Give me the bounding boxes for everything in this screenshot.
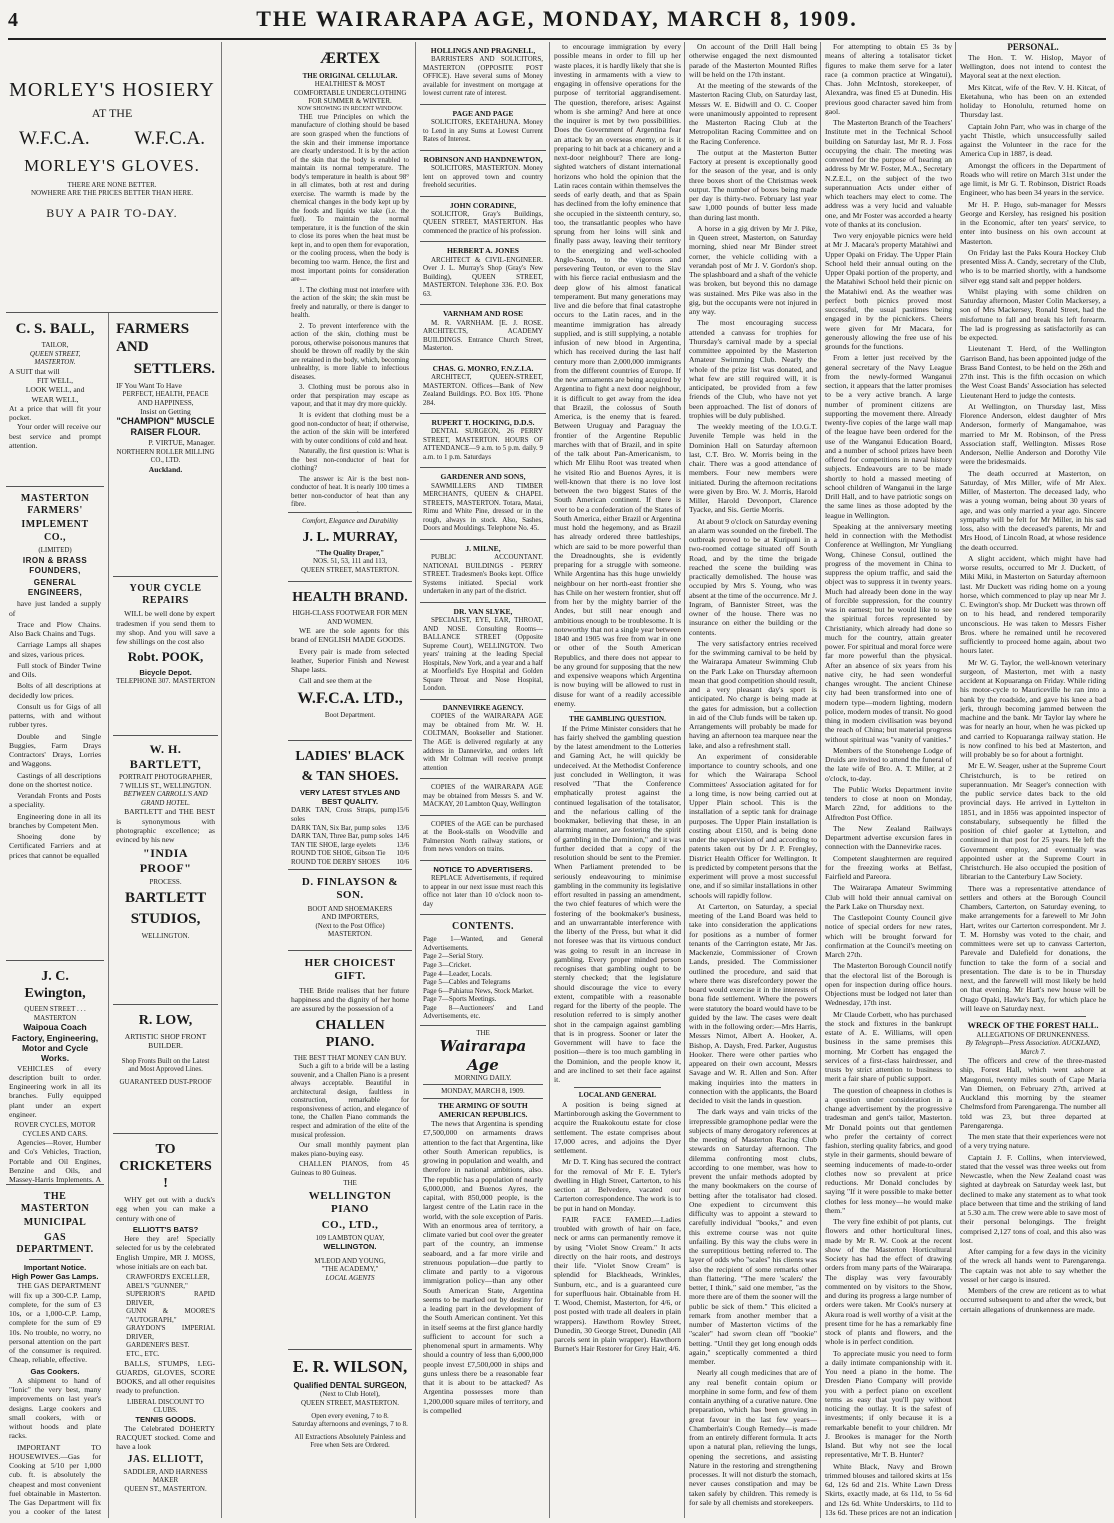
card-milne: J. MILNE, PUBLIC ACCOUNTANT. NATIONAL BUILDINGS - PERRY STREET. Tradesmen's Books kept. Office Systems initiated. Special work undertaken in any part of the district. — [420, 540, 546, 603]
column-5: to encourage immigration by every possible means in order to fill up her waste places, it is hardly likely that she is investing in armaments with a view to engaging in offensive operations for the purpose of territorial aggrandisement. The question, therefore, arises: Against whom is she arming? And here at once the inquirer is met by two possibilities. Does the Government of Argentina fear an attack by an overseas enemy, or is it preparing to hit back at a chicanery and a next-door neighbour? There are long-sighted watchers of distant international horizons who hold the opinion that the Latin races contain within themselves the seeds of early death, and that as Spain has declined from the lofty eminence that she occupied in the sixteenth century, so, too, the transatlantic peoples who have sprung from her loins will sink and finally pass away, leaving their territory to the energizing and well-schooled Anglo-Saxon, to the vigorous and persevering Teuton, or even to the Slav with his fierce racial enthusiasm and the deep glow of his almost fanatical temperament. But many generations may live and die before that final catastrophe occurs to the Latin races, and in the meantime immigration has already supplied, and is still supplying, a notable infusion of new blood in Argentina, which has received during the last half century more than 2,000,000 immigrants from the different countries of Europe. If the new armaments are being acquired by Argentina to fight a next door neighbour, it is difficult to get away from the idea that Brazil, the colossus of South America, is the enemy that is feared. Between Uruguay and Paraguay the frontier of the Argentine Republic marches with that of Brazil, and in spite of the talk about Pan-Americanism, to which Mr Elihu Root was treated when he visited Rio and Buenos Ayres, it is well-known that there is no love lost between the two biggest States of the South American continent. If there is ever to be a confederation of the States of South America, either Brazil or Argentina must hold the hegemony, and as Brazil has already ordered three battleships, which are said to be more powerful than the Dreadnoughts, she is evidently preparing for a struggle with someone. While Argentina has this huge unwieldy neighbour on her north-east frontier she has Chile on her western frontier, shut off from her by the mighty barrier of the Andes, but still near enough and ambitious enough to be troublesome. It is noteworthy that not a single year between 1840 and 1905 was free from war in one or other of the South American Republics, and there does not appear to be any ground for supposing that the new and expensive weapons which Argentina is now buying will be allowed to rust in disuse for want of a readily accessible enemy. THE GAMBLING QUESTION. If the Prime Minister considers that he has fairly shelved the gambling question by the latest amendment to the Lotteries and Gaming Act, he will quickly be undeceived. At the Methodist Conference just concluded in Wellington, it was resolved "That the Conference emphatically protest against the continued legalisation of the totalisator, and the nefarious calling of the bookmaker, believing that these, in an alarming manner, are fostering the spirit of gambling in the Dominion," and it was further decided that a copy of the resolution should be sent to the Premier. When Parliament pretended to be seriously endeavouring to minimise gambling in the community its legislative effort resulted in passing an amendment, the two chief features of which were the fostering of the bookmaker's business, and an unwarrantable interference with the liberty of the Press, but what it did not foresee was that its virtuous conduct was going to result in an increase in gambling. Every proper minded person recognises that gambling ought to be sternly checked; that the legislature should discourage the vice to every extent, compatible with a reasonable regard for the liberty of the people. The resolution referred to is simply another shot in the campaign against gambling that is in progress. Sooner or later the Government will have to face the position—there is too much gambling in the Dominion, and the people know it, and are inclined to set their face against it. LOCAL AND GENERAL A position is being signed at Martinborough asking the Government to acquire the Ruakokoutu estate for close settlement. The estate comprises about 17,000 acres, and adjoins the Dyer settlement. Mr D. T. King has secured the contract for the removal of Mr F. E. Tyler's dwelling in High Street, Carterton, to his section at Belvedere, vacated our Carterton correspondence. The work is to be put in hand on Monday. FAIR FACE FAMED.—Ladies troubled with growth of hair on face, neck or arms can permanently remove it by using "Violet Snow Cream." It acts directly on the hair roots, and destroys their life. "Violet Snow Cream" is splendid for Blackheads, Wrinkles, Sunburn, etc., and is a guaranteed cure for superfluous hair. Obtainable from H. T. Wood, Chemist, Masterton, for 4/6, or post posted with trade all dealers in plain wrappers). Hawthorn Rowley Street, Dunedin, 30 George Street, Dunedin (All parcels sent in plain wrapper). Hawthorn Burnet's Hair Restorer for Grey Hair, 4/6. — [554, 42, 681, 1354]
card-van-slyke: DR. VAN SLYKE, SPECIALIST, EYE, EAR, THROAT, AND NOSE. Consulting Rooms—BALLANCE STREET (Opposite Supreme Court), WELLINGTON. Two years' training at the leading Special Hospitals, New York, and a year and a half at Moorfield's Eye Hospital and Golden Square Throat and Nose Hospital, London. — [420, 603, 546, 700]
notice-copies-wellington: COPIES of the WAIRARAPA AGE may be obtained from Messrs S. and W. MACKAY, 20 Lambton Quay, Wellington — [420, 779, 546, 816]
ad-health-brand: HEALTH BRAND. HIGH-CLASS FOOTWEAR FOR MEN AND WOMEN. WE are the sole agents for this brand of ENGLISH MADE GOODS. Every pair is made from selected leather, Superior Finish and Newest Shape lasts. Call and see them at the W.F.C.A. LTD., Boot Department. — [288, 582, 412, 741]
masthead-title: THE WAIRARAPA AGE, MONDAY, MARCH 8, 1909. — [256, 6, 858, 31]
ad-aertex: ÆRTEX THE ORIGINAL CELLULAR. HEALTHIEST & MOST COMFORTABLE UNDERCLOTHING FOR SUMMER & WINTER. NOW SHOWING IN RECENT WINDOW. THE true Principles on which the manufacture of clothing should be based are soon grasped when the functions of the skin and their immense importance are clearly understood. It is by the action of the skin that the body is enabled to maintain its normal temperature. The body's temperature in health is about 98° in all climates, both at rest and during exercise. The warmth is made by the chemical changes in the body kept up by the foods and liquids we take (i.e. the fuel). To maintain the normal temperature, it is the function of the skin to close its pores when the heat must be kept in, and to open them for evaporation, or the cooling process, when the body is becoming too warm. Hence, the first and most important points for consideration are— 1. The clothing must not interfere with the action of the skin; the skin must be freely and naturally, or there is danger to health. 2. To prevent interference with the action of the skin, clothing must be porous, otherwise poisonous manures that should be thrown off readily by the skin are retained in the body, which, becoming unhealthy, is more liable to infectious diseases. 3. Clothing must be porous also in order that perspiration may escape as vapour, and that it may dry more quickly. It is evident that clothing must be a good non-conductor of heat; if otherwise, the action of the skin will be interfered with by outer conditions of cold and heat. Naturally, the first question is: What is the best non-conductor of heat for clothing? The answer is: Air is the best non-conductor of heat. It is nearly 100 times a better non-conductor of heat than any fibre. — [288, 42, 412, 513]
column-7: For attempting to obtain £5 3s by means of altering a totalisator ticket figures to make them serve for a later race (a common practice at Wingatui), Chas. John McIntosh, storekeeper, of Alexandra, was fined £5 at Dunedin. His previous good character saved him from gaol. The Masterton Branch of the Teachers' Institute met in the Technical School building on Saturday last, Mr R. J. Foss occupying the chair. The meeting was convened for the purpose of hearing an address by Mr W. Foster, M.A., Secretary N.Z.E.I., on the subject of the two superannuation Acts under either of which teachers may elect to come. The address was a very lucid and valuable one, and Mr Foster was accorded a hearty vote of thanks at its conclusion. Two very enjoyable picnics were held at Mr J. Macara's property Matahiwi and Upper Opaki on Friday. The Upper Plain School held their annual outing on the Upper Opaki portion of the property, and the Matahiwi School held their picnic on the Matahiwi end. As the weather was perfect both picnics proved most successful, the usual pastimes being engaged in by the picnickers. Cheers were given for Mr Macara, for generously allowing the free use of his grounds for the functions. From a letter just received by the general secretary of the Navy League from the newly-formed Wanganui section, it appears that the latter promises to be a very active branch. A large number of prominent citizens are supporting the movement there. Already twenty-five copies of the large wall map of the league have been ordered for the use of the Wanganui Education Board, and a number of school prizes have been offered for competitions in naval history subjects. Endeavours are to be made shortly to hold a massed meeting of school children of Wanganui in the large Drill Hall, and to have patriotic songs on the same lines as those adopted by the league in Wellington. Speaking at the anniversary meeting held in connection with the Methodist Conference at Wellington, Mr Yungliang Wong, Chinese Consul, outlined the progress of the movement in China to suppress the opium traffic, and said the object was to suppress it in twenty years. Much had already been done in the way of forcible suppression, for the country was in earnest; but he would like to see the spiritual forces represented by Christianity, which already had done so much for the country, attain greater power. For spiritual and moral force were far more powerful than the physical. After an absence of six years from his native city, he had seen wonderful changes wrought. The ancient Chinese city had been transformed into one of modern type—modern lighting, modern police, modern modes of transit. No good thing in modern civilisation was beyond the reach of China; but material progress without spiritual was "vanity of vanities." Members of the Stonehenge Lodge of Druids are invited to attend the funeral of the late wife of Bro. A. T. Miller, at 2 o'clock, to-day. The Public Works Department invite tenders to close at noon on Monday, March 22nd, for additions to the Alfredton Post Office. The New Zealand Railways Department advertise excursion fares in connection with the Dannevirke races. Competent slaughtermen are required for the freezing works at Belfast, Fairfield and Pareora. The Wairarapa Amateur Swimming Club will hold their annual carnival on the Park Lake on Thursday next. The Castlepoint County Council give notice of special orders for new rates, which will be brought forward for confirmation at the Council's meeting on March 27th. The Masterton Borough Council notify that the electoral list of the Borough is open for inspection during office hours. Objections must be lodged not later than Wednesday, 17th inst. Mr Claude Corbett, who has purchased the stock and fixtures in the bankrupt estate of A. E. Williams, will open business in the same premises this morning. Mr Corbett has engaged the services of a first-class hairdresser, and trusts by strict attention to business to merit a fair share of public support. The question of cheapness in clothes is a question under consideration in a change advertisement by the progressive tradesman and gent's tailor, Masterton. Mr Donald points out that gentlemen who prefer the certainty of correct fashion, sterling quality fabrics, and good style in their garments, should beware of seeming inducements of made-to-order clothes now so prevalent at price reductions. Mr Donald concludes by saying "If it were possible to make better clothes for less money—he would make them." The very fine exhibit of pot plants, cut flowers and other horticultural lines, made by Mr R. W. Cook at the recent show of the Masterton Horticultural Society has had the effect of drawing orders from many parts of the Wairarapa. The display was very favourably commented on by visitors to the Show, and during its progress a large number of orders were taken. Mr Cook's nursery at Akura road is well worthy of a visit at the present time for he has a remarkably fine stock of plants and flowers, and the whole is in perfect condition. To appreciate music you need to form a daily intimate companionship with it. You need a piano in the home. The Dresden Piano Company will provide you with a perfect piano on excellent terms as easy that you'll pay without noticing the outlay. It is the safest of investments; if only because it is a remarkable benefit to your children. Mr J. Brookes is manager for the North Island. But why not see the local representative, Mr T. B. Hunter? White Black, Navy and Brown trimmed blouses and tailored skirts at 15s 6d, 12s 6d and 21s. White Lawn Dress Skirts, exactly made, at 6s 11d, to 5s 6d and 12s 6d. White Underskirts, to 11d to 13s 6d. These prices are not an indication — [825, 42, 952, 1517]
notice-advertisers: NOTICE TO ADVERTISERS. REPLACE Advertisements, if required to appear in our next issue must reach this office not later than 10 o'clock noon to-day — [420, 861, 546, 915]
leader-article: THE Wairarapa Age MORNING DAILY. MONDAY, MARCH 8, 1909. THE ARMING OF SOUTH AMERICAN REPUBLICS. The news that Argentina is spending £7,500,000 on armaments draws attention to the fact that Argentina, like other South American republics, is growing in population and wealth, and therefore in national ambitions, also. The republic has a population of nearly 6,000,000, and Buenos Ayres, the capital, with 850,000 people, is the largest centre of the Latin race in the world, with the sole exception of Paris. With an enormous area of territory, a climate varied but cool over the greater part of the country, an immense seaboard, and a far more virile and strenuous population—due partly to climate and partly to a vigorous immigration policy—than any other South American State, Argentina seems to be marked out by destiny for a leading part in the development of the South American continent. Yet this in itself seems at the first glance hardly sufficient to account for such a phenomenal spurt in armaments. Why should a country of less than 6,000,000 people invest £7,500,000 in ships and guns unless there be a reasonable fear that it is about to be attacked? As Argentina possesses more than 1,200,000 square miles of territory, and is compelled — [423, 1028, 543, 1415]
card-hollings: HOLLINGS AND PRAGNELL, BARRISTERS AND SOLICITORS, MASTERTON (OPPOSITE POST OFFICE). Have several sums of Money available for investment on mortgage at lowest current rate of interest. — [420, 42, 546, 105]
ad-cycle-repairs: YOUR CYCLE REPAIRS WILL be well done by expert tradesmen if you send them to my shop. And you will save a few shillings on the cost also Robt. POOK, Bicycle Depot. TELEPHONE 307. MASTERTON — [113, 577, 218, 736]
ad-finlayson: D. FINLAYSON & SON. BOOT AND SHOEMAKERS AND IMPORTERS, (Next to the Post Office) MASTERTON. — [288, 870, 412, 951]
column-4 — [420, 42, 546, 1518]
card-gardener: GARDENER AND SONS, SAWMILLERS AND TIMBER MERCHANTS, QUEEN & CHAPEL STREETS, MASTERTON. Totara, Matai, Rimu and White Pine, dressed or in the rough, always in stock. Also, Sashes, Doors and Mouldings. Telephone No. 45. — [420, 468, 546, 539]
heading-wreck: WRECK OF THE FOREST HALL. — [967, 1020, 1099, 1031]
ad-c-s-ball: C. S. BALL, TAILOR, QUEEN STREET, MASTERTON. A SUIT that will FIT WELL, LOOK WELL, and WEAR WELL, At a price that will fit your pocket. Your order will receive our best service and prompt attention. — [6, 313, 104, 487]
column-6: On account of the Drill Hall being otherwise engaged the next dismounted parade of the Masterton Mounted Rifles will be held on the 17th instant. At the meeting of the stewards of the Masterton Racing Club, on Saturday last, Messrs W. E. Bidwill and O. C. Cooper were unanimously appointed to represent the Masterton Racing Club at the Metropolitan Racing Committee and on the Racing Conference. The output at the Masterton Butter Factory at present is exceptionally good for the season of the year, and is only three boxes short of the Christmas week output. The number of boxes being made per day is thirty-two. February last year saw 1,000 pounds of butter less made than during last month. A horse in a gig driven by Mr J. Pike, in Queen street, Masterton, on Saturday morning, shied near Mr Binder street corner, the vehicle colliding with a verandah post of Mr J. V. Gordon's shop. The splashboard and a shaft of the vehicle was broken, but beyond this no damage was sustained. Mrs Pike was also in the gig, but the occupants were not injured in any way. The most encouraging success attended a canvass for trophies for Thursday's carnival made by a special committee appointed by the Masterton Amateur Swimming Club. Nearly the whole of the prize list was donated, and what few are still required will, it is anticipated, be provided from a few friends of the Club, who have not yet been approached. The list of donors of trophies will be duly published. The weekly meeting of the I.O.G.T. Juvenile Temple was held in the Dominion Hall on Saturday afternoon last, C.T. Bro. W. Morris being in the chair. There was a good attendance of members. Four new members were initiated. During the afternoon recitations were given by Bro. W. J. Morris, Harold Miller, Harold Devonport, Clarence Tyacke, and Sis. Gertie Morris. At about 9 o'clock on Saturday evening an alarm was sounded on the firebell. The outbreak proved to be at Kuripuni in a two-roomed cottage situated off South Road, and by the time the brigade reached the scene the building was practically demolished. The house was occupied by Mrs S. Young, who was absent at the time of the occurrence. Mr J. Ingram, of Bannister Street, was the owner of the house. There was no insurance on either the building or the contents. The very satisfactory entries received for the swimming carnival to be held by the Wairarapa Amateur Swimming Club on the Park Lake on Thursday afternoon mean that good competition should result, and a very pleasant day's sport is anticipated. No charge is being made at the gates for admission, but a collection in aid of the Club funds will be taken up. Arrangements will probably be made for having an afternoon tea marquee near the lake, and also a refreshment stall. An experiment of considerable importance to country schools, and one for which the Wairarapa School Committees' Association agitated for for a long time, is now being carried out at Upper Plain school. This is the installation of a septic tank for drainage purposes. The Upper Plain installation is costing about £150, and is being done under the supervision of and according to patents taken out by Dr J. P. Frengley, District Health Officer for Wellington. It is predicted by competent persons that the experiment will prove a most successful one, and if so similar installations in other schools will rapidly follow. At Carterton, on Saturday, a special meeting of the Land Board was held to take into consideration the applications for positions as a number of former tenants of the Carrington estate, Mr Jas. Mackenzie, Commissioner of Crown Lands, presided. The Commissioner outlined the procedure, and said that where there was disrefcordery power the board would exercise it in the interests of bona fide settlement. Where the powers were statutory the board would have to be guided by the law. The cases were dealt with in the following order:—Mrs Harris, Messrs Nimot, Albert A. Hooker, A. Bishop, A. Daysh, Fred. Parker, Augustus Hooker. There were other parties who appeared on their own account, Messrs Savage and W. R. Allen and Son. After making inquiries into the matters in connection with the applicants, the Board decided to visit the lands in question. The dark ways and vain tricks of the irrepressible gramophone pedlar were the subjects of many derogatory references at the meeting of Masterton Racing Club stewards on Saturday afternoon. The dilemma confronting most clubs, according to one member, was how to prevent the unfair methods adopted by the many bookmakers on the course of betting after the totalisator had closed. One expedient to circumvent this difficulty was to appoint a steward to carefully individual "books," and even this extreme course was not quite unfailing. By this way the clubs were in the surreptitious betting referred to. The layer of odds who "scales" his clients was also the recipient of some remarks other than flattering. "The mere 'scalers' the better, I think," said one member, "as the more there are of them the sooner will the public be sick of them." This elicited a remark from another member that a number of Masterton victims of the "scaler" had sworn clean off "bookie" betting. "Until they get long enough odds again," sceptically commented a third member. Nearly all cough medicines that are of any real benefit contain opium or morphine in some form, and few of them contain anything of a curative nature. One preparation, which has been growing in great favour in the last few years—Chamberlain's Cough Remedy—is made from an entirely different formula. It acts upon a natural plan, relieving the lungs, opening the secretions, and assisting Nature in the restoring and strengthening processes. It will not disturb the stomach, never causes constipation and may be taken safely by children. This remedy is for sale by all chemists and storekeepers. — [689, 42, 817, 1507]
newspaper-nameplate: Wairarapa Age — [439, 1037, 527, 1074]
column-8: PERSONAL. The Hon. T. W. Hislop, Mayor of Wellington, does not intend to contest the Mayoral seat at the next election. Mrs Kitcat, wife of the Rev. V. H. Kitcat, of Eketahuna, who has been on an extended holiday to Honolulu, returned home on Thursday last. Captain John Parr, who was in charge of the yacht Thistle, which unsuccessfully sailed against the Volunteer in the race for the America Cup in 1887, is dead. Amongst the officers in the Department of Roads who will retire on March 31st under the age limit, is Mr G. T. Robinson, District Roads Engineer, who has been 34 years in the service. Mr H. P. Hugo, sub-manager for Messrs George and Kersley, has resigned his position in the Economic, after ten years' service, to enter into business on his own account at Masterton. On Friday last the Paks Koura Hockey Club presented Miss A. Candy, secretary of the Club, who is to be married shortly, with a handsome silver egg stand salt and pepper holders. Whilst playing with some children on Saturday afternoon, Master Colin Mackersey, a son of Mrs Mackersey, Ronald Street, had the misfortune to fall and break his left forearm. The lad is progressing as satisfactorily as can be expected. Lieutenant T. Herd, of the Wellington Garrison Band, has been appointed judge of the Brass Band Contest, to be held on the 26th and 27th inst. This is the fifth occasion on which the West Coast Bands' Association has selected Lieutenant Herd to judge the contests. At Wellington, on Thursday last, Miss Florence Anderson, eldest daughter of Mrs Anderson, formerly of Mangamahoe, was married to Mr M. Robinson, of the Press Association staff, Wellington. Misses Rose Anderson, Nellie Anderson and Dorothy Vile were the bridesmaids. The death occurred at Masterton, on Saturday, of Mrs Miller, wife of Mr Alex. Miller, of Masterton. The deceased lady, who was a young woman, being about 30 years of age, and was only married a year ago. Sincere sympathy will be felt for Mr Miller, in his sad loss, also with the deceased's parents, Mr and Mrs Hood, of Lincoln Road, at whose residence the death occurred. A slight accident, which might have had worse results, occurred to Mr J. Duckett, of Miki Miki, in Masterton on Saturday afternoon last. Mr Duckett was riding home on a young horse, which commenced to play up near Mr J. C. Ewington's shop. Mr Duckett was thrown off on to his head, and rendered temporarily unconscious. He was taken to Messrs Fisher Bros. where he remained until he recovered sufficiently to proceed home again, about two hours later. Mr W. G. Taylor, the well-known veterinary surgeon, of Masterton, met with a nasty accident at Kopuaranga on Friday. While riding his motor-cycle to Mauriceville he ran into a bank by the roadside, and gave his knee a bad jerk, through becoming jammed between the machine and the bank. Mr Taylor lay where he was for nearly an hour, when he was picked up and carried to Kopuaranga railway station. He is now confined to his bed at Masterton, and will probably be so for about a fortnight. Mr E. W. Seager, usher at the Supreme Court Christchurch, is to be retired on superannuation. Mr Seager's connection with the public service dates back to the old provincial days. He arrived in Lyttelton in 1851, and in 1856 was appointed inspector of constabulary, subsequently he filled the position of chief gaoler at Lyttelton, and continued in that post for 25 years. He left the Government employ, and eventually was appointed usher at the Supreme Court in Christchurch. He also occupied the position of librarian to the Canterbury Law Society. There was a representative attendance of settlers and others at the Borough Council Chambers, Carterton, on Saturday evening, to make arrangements for a farewell to Mr John Hart, writes our Carterton correspondent. Mr J. T. M. Hornsby was voted to the chair, and committees were set up to canvass Carterton, Parevale and Dalefield for donations, the function to take the form of a social and presentation. The date is to be in Thursday next, and the farewell will most likely be held on that evening. Mr Hart's new house will be Otago Opaki, Hawke's Bay, for which place he will leave on Saturday next. WRECK OF THE FOREST HALL. ALLEGATIONS OF DRUNKENNESS. By Telegraph—Press Association. AUCKLAND, March 7. The officers and crew of the three-masted ship, Forest Hall, which went ashore at Maugonui, twenty miles south of Cape Maria Van Diemen, on February 27th, arrived at Auckland this morning by the steamer Chelmsford from Parengarenga. The number all told was 23, but three departed at Parengarenga. The men state that their experiences were not of a very trying nature. Captain J. F. Collins, when interviewed, stated that the vessel was three weeks out from Newcastle, when the New Zealand coast was sighted at daybreak on Saturday week last, but declined to make any statement as to what took place between that time and the striking of land at 5.30 a.m. The crew were able to save most of their personal belongings. The freight comprised 2,127 tons of coal, and this also was lost. After camping for a few days in the vicinity of the wreck all hands went to Parengarenga. The captain was not able to say whether the vessel or her cargo is insured. Members of the crew are reticent as to what occurred subsequent to and after the wreck, but certain allegations of drunkenness are made. — [960, 42, 1106, 1314]
ad-wilson-dentist: E. R. WILSON, Qualified DENTAL SURGEON, (Next to Club Hotel), QUEEN STREET, MASTERTON. Open every evening, 7 to 8. Saturday afternoons and evenings, 7 to 8. All Extractions Absolutely Painless and Free when Sets are Ordered. — [292, 1357, 408, 1450]
ad-farmers-settlers: FARMERS AND SETTLERS. IF You Want To Have PERFECT, HEALTH, PEACE AND HAPPINESS, Insist on Getting "CHAMPION" MUSCLE RAISER FLOUR. P. VIRTUE, Manager. NORTHERN ROLLER MILLING CO., LTD. Auckland. — [113, 313, 218, 577]
card-jones: HERBERT A. JONES ARCHITECT & CIVIL-ENGINEER. Over J. L. Murray's Shop (Gray's New Building), QUEEN STREET, MASTERTON. Telephone 336. P.O. Box 63. — [420, 242, 546, 305]
leader-continued: to encourage immigration by every possible means in order to fill up her waste places, it is hardly likely that she is investing in armaments with a view to engaging in offensive operations for the purpose of territorial aggrandisement. The question, therefore, arises: Against whom is she arming? And here at once the inquirer is met by two possibilities. Does the Government of Argentina fear an attack by an overseas enemy, or is it preparing to hit back at a chicanery and a next-door neighbour? There are long-sighted watchers of distant international horizons who hold the opinion that the Latin races contain within themselves the seeds of early death, and that as Spain has declined from the lofty eminence that she occupied in the sixteenth century, so, too, the transatlantic peoples who have sprung from her loins will sink and finally pass away, leaving their territory to the energizing and well-schooled Anglo-Saxon, to the vigorous and persevering Teuton, or even to the Slav with his fierce racial enthusiasm and the deep glow of his almost fanatical temperament. But many generations may live and die before that final catastrophe occurs to the Latin races, and in the meantime immigration has already supplied, and is still supplying, a notable infusion of new blood in Argentina, which has received during the last half century more than 2,000,000 immigrants from the different countries of Europe. If the new armaments are being acquired by Argentina to fight a next door neighbour, it is difficult to get away from the idea that Brazil, the colossus of South America, is the enemy that is feared. Between Uruguay and Paraguay the frontier of the Argentine Republic marches with that of Brazil, and in spite of the talk about Pan-Americanism, to which Mr Elihu Root was treated when he visited Rio and Buenos Ayres, it is well-known that there is no love lost between the two biggest States of the South American continent. If there is ever to be a confederation of the States of South America, either Brazil or Argentina must hold the hegemony, and as Brazil has already ordered three battleships, which are said to be more powerful than the Dreadnoughts, she is evidently preparing for a struggle with someone. While Argentina has this huge unwieldy neighbour on her north-east frontier she has Chile on her western frontier, shut off from her by the mighty barrier of the Andes, but still near enough and ambitious enough to be troublesome. It is noteworthy that not a single year between 1840 and 1905 was free from war in one or other of the South American Republics, and there does not appear to be any ground for supposing that the new and expensive weapons which Argentina is now buying will be allowed to rust in disuse for want of a readily accessible enemy. — [554, 42, 681, 708]
ad-heading: MORLEY'S HOSIERY — [9, 79, 215, 101]
card-varnham: VARNHAM AND ROSE M. R. VARNHAM. [E. J. ROSE. ARCHITECTS, ACADEMY BUILDINGS. Entrance Church Street, Masterton. — [420, 305, 546, 359]
column-rule — [415, 42, 416, 1518]
card-page: PAGE AND PAGE SOLICITORS, EKETAHUNA. Money to Lend in any Sums at Lowest Current Rates of Interest. — [420, 105, 546, 151]
ad-gas-department: THE MASTERTON MUNICIPAL GAS DEPARTMENT. Important Notice. High Power Gas Lamps. THE GAS DEPARTMENT will fix up a 300-C.P. Lamp, complete, for the sum of £3 10s, or a 1,000-C.P. Lamp, complete for the sum of £9 10s. No trouble, no worry, no personal attention on the part of the consumer is required. Cheap, reliable, effective. Gas Cookers. A shipment to hand of "Ionic" the very best, many improvements on last year's designs. Large cookers and small cookers, with or without hoods and plate racks. IMPORTANT TO HOUSEWIVES.—Gas for Cooking at 5/10 per 1,000 cub. ft. is absolutely the cheapest and most convenient fuel obtainable in Masterton. The Gas Department will fix you a cooker of the latest — [9, 1191, 102, 1517]
heading-local-general: LOCAL AND GENERAL — [578, 1091, 657, 1100]
page-number: 4 — [8, 9, 18, 31]
ad-ladies-shoes: LADIES' BLACK & TAN SHOES. VERY LATEST STYLES AND BEST QUALITY. DARK TAN, Cross Straps, pump soles 15/6 DARK TAN, Six Bar, pump soles 13/6 DARK TAN, Three Bar, pump soles 14/6 TAN TIE SHOE, large eyelets 13/6 ROUND TOE SHOE, Gibson Tie 10/6 ROUND TOE DERBY SHOES 10/6 — [288, 741, 412, 870]
contents: CONTENTS. Page 1—Wanted, and General Advertisements. Page 2—Serial Story. Page 3—Cricket. Page 4—Leader, Locals. Page 5—Cables and Telegrams Page 6—Pahiatua News, Stock Market. Page 7—Sports Meetings. Page 8—Auctioneers' and Land Advertisements, etc. — [420, 915, 546, 1026]
column-1 — [6, 42, 218, 1518]
ad-murray: Comfort, Elegance and Durability J. L. MURRAY, "The Quality Draper," NOS. 51, 53, 111 and 113, QUEEN STREET, MASTERTON. — [288, 513, 412, 582]
ad-choicest-gift: HER CHOICEST GIFT. THE Bride realises that her future happiness and the dignity of her home are assured by the possession of a CHALLEN PIANO. THE BEST THAT MONEY CAN BUY. Such a gift to a bride will be a lasting souvenir, and a Challen Piano is a present always acceptable. Beautiful in architectural design, faultless in construction, remarkable for responsiveness of action, and elegance of tone, the Challen Piano commands the respect and admiration of the elite of the musical profession. Our small monthly payment plan makes piano-buying easy. CHALLEN PIANOS, from 45 Guineas to 80 Guineas. THE WELLINGTON PIANO CO., LTD., 109 LAMBTON QUAY, WELLINGTON. M'LEOD AND YOUNG, "THE ACADEMY," LOCAL AGENTS — [288, 951, 412, 1350]
card-coradine: JOHN CORADINE, SOLICITOR, Gray's Buildings, QUEEN STREET, MASTERTON. Has commenced the practice of his profession. — [420, 197, 546, 243]
column-rule — [549, 42, 550, 1518]
notice-copies-railway: COPIES of the AGE can be purchased at the Book-stalls on Woodville and Palmerston North railway stations, or from news vendors on trains. — [420, 816, 546, 861]
ad-farmers-implement: MASTERTON FARMERS' IMPLEMENT CO., (LIMITED) IRON & BRASS FOUNDERS, GENERAL ENGINEERS, have just landed a supply of Trace and Plow Chains. Also Back Chains and Tugs. Carriage Lamps all shapes and sizes, various prices. Full stock of Binder Twine and Oils. Bolts of all descriptions at decidedly low prices. Consult us for Gigs of all patterns, with and without rubber tyres. Double and Single Buggies, Farm Drays Contractors' Drays, Lorries and Waggons. Castings of all descriptions done on the shortest notice. Verandah Fronts and Posts a speciality. Engineering done in all its branches by Competent Men. Shoeing done by Certificated Farriers and at prices that cannot be equalled — [6, 487, 104, 961]
ad-cricketers: TO CRICKETERS ! WHY get out with a duck's egg when you can make a century with one of ELLIOTT'S BATS? Here they are! Specially selected for us by the celebrated English Umpire, MR J. MOSS, whose initials are on each bat. CRAWFORD'S EXCELLER, ABEL'S "GUNNER," SUPERIOR'S RAPID DRIVER, GUNN & MOORE'S "AUTOGRAPH," GRAYDON'S IMPERIAL DRIVER, GARDENER'S BEST. ETC., ETC. BALLS, STUMPS, LEG-GUARDS, GLOVES, SCORE BOOKS, and all other requisites ready to prefunction. LIBERAL DISCOUNT TO CLUBS. TENNIS GOODS. The Celebrated DOHERTY RACQUET stocked. Come and have a look JAS. ELLIOTT, SADDLER, AND HARNESS MAKER QUEEN ST., MASTERTON. — [116, 1142, 215, 1493]
ad-bartlett: W. H. BARTLETT, PORTRAIT PHOTOGRAPHER, 7 WILLIS ST., WELLINGTON. BETWEEN CARROLL'S AND GRAND HOTEL. BARTLETT and THE BEST is synonymous with photographic excellence; as evinced by his new "INDIA PROOF" PROCESS. BARTLETT STUDIOS, WELLINGTON. — [113, 736, 218, 1005]
ad-r-low: R. LOW, ARTISTIC SHOP FRONT BUILDER. Shop Fronts Built on the Latest and Most Approved Lines. GUARANTEED DUST-PROOF — [113, 1005, 218, 1134]
column-3 — [288, 42, 412, 1518]
column-rule — [684, 42, 685, 1518]
card-hocking: RUPERT T. HOCKING, D.D.S. DENTAL SURGEON, 26 PERRY STREET, MASTERTON. HOURS OF ATTENDANCE—9 a.m. to 5 p.m. daily. 9 a.m. to 1 p.m. Saturdays — [420, 414, 546, 468]
column-rule — [820, 42, 821, 1518]
heading-gambling: THE GAMBLING QUESTION. — [569, 715, 666, 723]
ad-morley-hosiery: MORLEY'S HOSIERY AT THE W.F.C.A. W.F.C.A. MORLEY'S GLOVES. THERE ARE NONE BETTER. NOWHERE ARE THE PRICES BETTER THAN HERE. BUY A PAIR TO-DAY. — [6, 42, 218, 313]
card-monro: CHAS. G. MONRO, F.N.Z.I.A. ARCHITECT, QUEEN-STREET, MASTERTON. Offices—Bank of New Zealand Buildings. P.O. Box 105. 'Phone 284. — [420, 360, 546, 414]
notice-dannevirke: DANNEVIRKE AGENCY. COPIES of the WAIRARAPA AGE may be obtained from Mr. W. H. COLTMAN, Bookseller and Stationer. The AGE is delivered regularly at any address in Dannevirke, and orders left with Mr Coltman will receive prompt attention — [420, 700, 546, 779]
ad-ewington: J. C. Ewington, QUEEN STREET . . . MASTERTON Waipoua Coach Factory, Engineering, Motor and Cycle Works. VEHICLES of every description built to order. Engineering work in all its branches. Fully equipped plant under an expert engineer. ROVER CYCLES, MOTOR CYCLES AND CARS. Agencies—Rover, Humber and Co's Vehicles, Traction, Portable and Oil Engines, Benzine and Oils, and Massey-Harris Implements. A — [6, 961, 104, 1185]
column-1b — [109, 313, 218, 1518]
heading-personal: PERSONAL. — [1007, 42, 1059, 52]
column-rule — [955, 42, 956, 1518]
column-rule — [221, 42, 222, 1518]
masthead — [8, 6, 1106, 40]
card-robinson: ROBINSON AND HANDNEWTON, SOLICITORS, MASTERTON. Money lent on approved town and country freehold securities. — [420, 151, 546, 197]
